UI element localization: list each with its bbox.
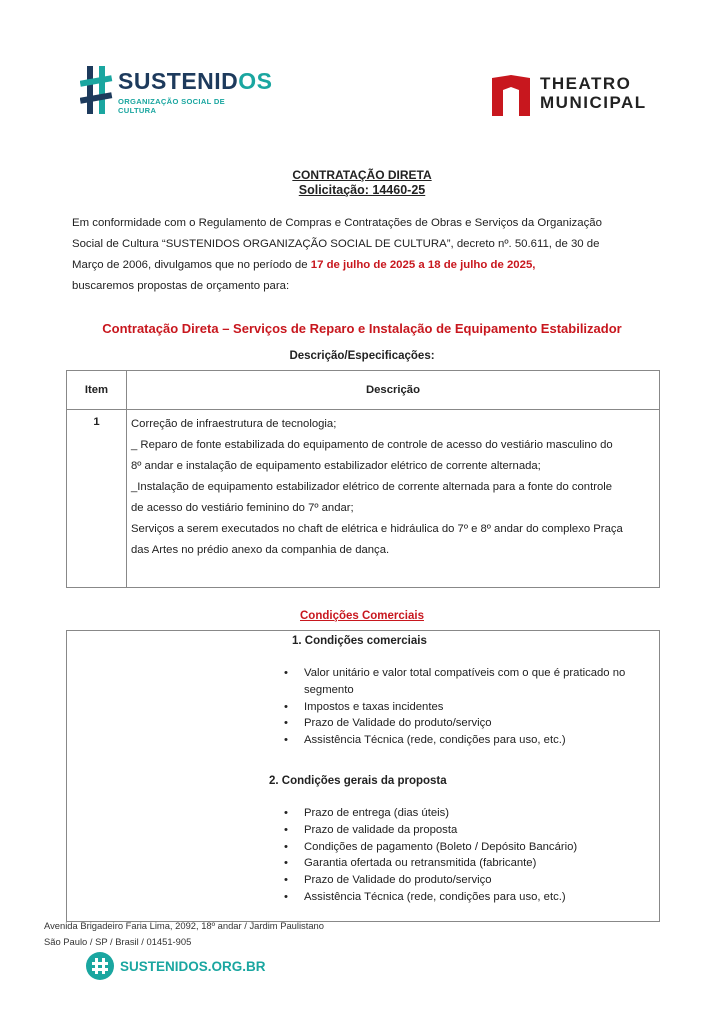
list-item: • Condições de pagamento (Boleto / Depósito Bancário) xyxy=(284,840,578,853)
table-header-row xyxy=(67,371,660,410)
theatro-municipal-logo xyxy=(490,72,660,120)
table-row xyxy=(67,410,660,588)
description-line: de acesso do vestiário feminino do 7º andar; xyxy=(131,502,354,514)
conditions-title: Condições Comerciais xyxy=(300,610,424,622)
conditions-box xyxy=(66,630,660,922)
description-line: das Artes no prédio anexo da companhia de dança. xyxy=(131,544,390,556)
hash-icon xyxy=(80,64,114,116)
period-dates: 17 de julho de 2025 a 18 de julho de 2025, xyxy=(310,259,536,271)
footer-website-link[interactable]: SUSTENIDOS.ORG.BR xyxy=(120,959,266,974)
sustenidos-subtitle: ORGANIZAÇÃO SOCIAL DE CULTURA xyxy=(118,97,225,115)
description-line: _Instalação de equipamento estabilizador elétrico de corrente alternada para a fonte do controle xyxy=(131,481,613,493)
spec-table xyxy=(66,370,660,588)
description-line: _ Reparo de fonte estabilizada do equipamento de controle de acesso do vestiário masculino do xyxy=(131,439,613,451)
theatro-arch-icon xyxy=(490,74,532,116)
column-header-item: Item xyxy=(67,371,127,410)
intro-line: Social de Cultura “SUSTENIDOS ORGANIZAÇÃO SOCIAL DE CULTURA”, decreto nº. 50.611, de 30 de xyxy=(72,238,600,250)
list-item: • Prazo de validade da proposta xyxy=(284,823,458,836)
section-heading-commercial: 1. Condições comerciais xyxy=(292,635,427,647)
list-item: • Impostos e taxas incidentes xyxy=(284,700,444,713)
list-item: • Prazo de Validade do produto/serviço xyxy=(284,717,492,730)
hash-circle-icon xyxy=(86,952,114,980)
description-line: Correção de infraestrutura de tecnologia; xyxy=(131,418,337,430)
general-conditions-list xyxy=(284,805,578,906)
document-title: CONTRATAÇÃO DIRETA xyxy=(292,168,432,182)
spec-heading: Descrição/Especificações: xyxy=(289,350,435,362)
contract-subject: Contratação Direta – Serviços de Reparo e Instalação de Equipamento Estabilizador xyxy=(102,321,622,336)
intro-paragraph xyxy=(72,213,662,297)
request-number: Solicitação: 14460-25 xyxy=(298,183,426,197)
theatro-wordmark: THEATRO MUNICIPAL xyxy=(540,74,647,112)
item-number: 1 xyxy=(67,410,127,588)
list-item: • Prazo de entrega (dias úteis) xyxy=(284,807,450,819)
list-item: • Garantia ofertada ou retransmitida (fabricante) xyxy=(284,857,537,870)
commercial-conditions-list xyxy=(284,665,626,749)
list-item: • Valor unitário e valor total compatíveis com o que é praticado no xyxy=(284,667,626,679)
intro-line: Em conformidade com o Regulamento de Compras e Contratações de Obras e Serviços da Organização xyxy=(72,217,602,229)
intro-line: buscaremos propostas de orçamento para: xyxy=(72,280,290,292)
list-item-continuation: segmento xyxy=(304,683,354,696)
column-header-description: Descrição xyxy=(127,371,660,410)
list-item: • Prazo de Validade do produto/serviço xyxy=(284,874,492,887)
address-line: São Paulo / SP / Brasil / 01451-905 xyxy=(44,936,192,947)
sustenidos-wordmark: SUSTENIDOS xyxy=(118,68,273,94)
description-line: 8º andar e instalação de equipamento estabilizador elétrico de corrente alternada; xyxy=(131,460,541,472)
section-heading-general: 2. Condições gerais da proposta xyxy=(269,775,447,787)
sustenidos-logo xyxy=(80,64,273,120)
description-line: Serviços a serem executados no chaft de elétrica e hidráulica do 7º e 8º andar do complexo Praça xyxy=(131,523,623,535)
list-item: • Assistência Técnica (rede, condições para uso, etc.) xyxy=(284,734,566,747)
item-description xyxy=(127,410,660,588)
intro-line: Março de 2006, divulgamos que no período de 17 de julho de 2025 a 18 de julho de 2025, xyxy=(72,259,536,271)
address-line: Avenida Brigadeiro Faria Lima, 2092, 18º andar / Jardim Paulistano xyxy=(44,920,324,931)
list-item: • Assistência Técnica (rede, condições para uso, etc.) xyxy=(284,890,566,903)
footer-logo xyxy=(86,952,266,982)
footer-address xyxy=(44,918,324,950)
